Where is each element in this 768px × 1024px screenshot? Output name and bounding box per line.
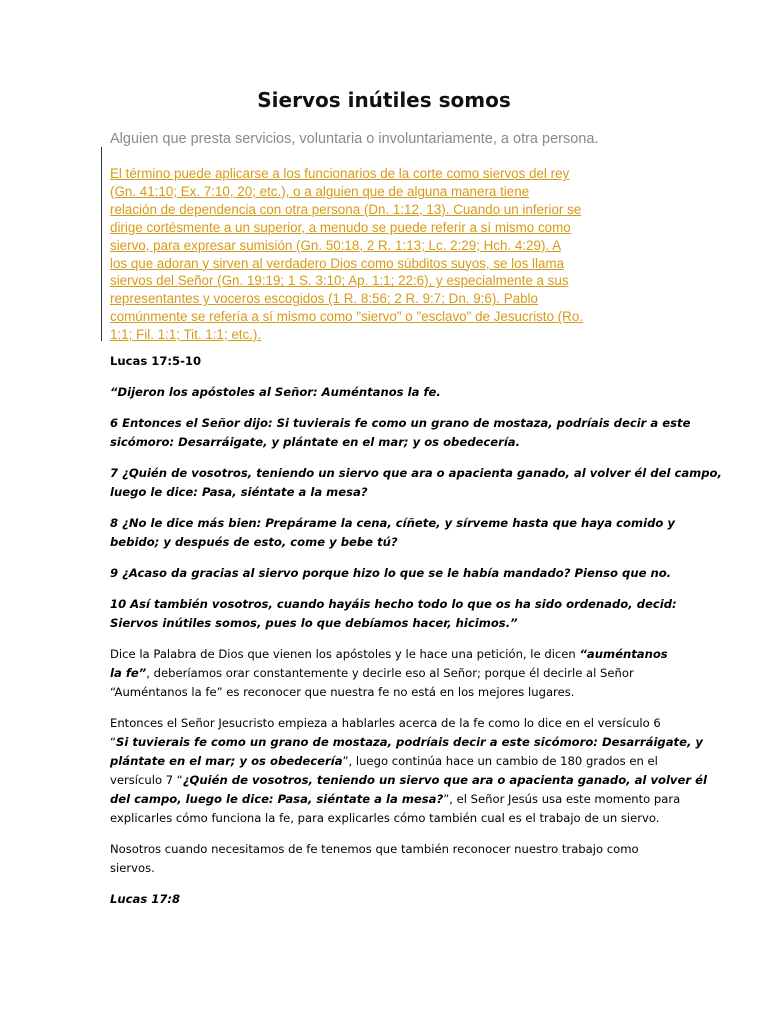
verse-7: 7 ¿Quién de vosotros, teniendo un siervo que ara o apacienta ganado, al volver él del campo, luego le dice: Pasa, siéntate a la mesa? <box>110 466 722 499</box>
page-title: Siervos inútiles somos <box>257 88 511 112</box>
commentary-paragraph-3: Nosotros cuando necesitamos de fe tenemos que también reconocer nuestro trabajo como siervos. <box>110 842 639 875</box>
body-text <box>110 352 722 921</box>
definition-line: (Gn. 41:10; Ex. 7:10, 20; etc.), o a alguien que de alguna manera tiene <box>110 183 530 199</box>
verse-8: 8 ¿No le dice más bien: Prepárame la cena, cíñete, y sírveme hasta que haya comido y bebido; y después de esto, come y bebe tú? <box>110 516 675 549</box>
verse-9: 9 ¿Acaso da gracias al siervo porque hizo lo que se le había mandado? Pienso que no. <box>110 566 672 580</box>
commentary-paragraph-1: Dice la Palabra de Dios que vienen los apóstoles y le hace una petición, le dicen “auméntanos la fe”, deberíamos orar constantemente y decirle eso al Señor; porque él decirle al Señor “Auméntanos la fe” es reconocer que nuestra fe no está en los mejores lugares. <box>110 647 668 699</box>
commentary-paragraph-2: Entonces el Señor Jesucristo empieza a hablarles acerca de la fe como lo dice en el versículo 6 “Si tuvierais fe como un grano de mostaza, podríais decir a este sicómoro: Desarráigate, y plántate en el mar; y os obedecería”, luego continúa hace un cambio de 180 grados en el versículo 7 “¿Quién de vosotros, teniendo un siervo que ara o apacienta ganado, al volver él del campo, luego le dice: Pasa, siéntate a la mesa?”, el Señor Jesús usa este momento para explicarles cómo funciona la fe, para explicarles cómo también cual es el trabajo de un siervo. <box>110 716 707 825</box>
definition-line: los que adoran y sirven al verdadero Dios como súbditos suyos, se los llama <box>110 255 565 271</box>
definition-line: comúnmente se refería a sí mismo como "siervo" o "esclavo" de Jesucristo (Ro. <box>110 309 583 325</box>
scripture-reference: Lucas 17:5-10 <box>110 354 202 368</box>
verse-6: 6 Entonces el Señor dijo: Si tuvierais fe como un grano de mostaza, podríais decir a este sicómoro: Desarráigate, y plántate en el mar; y os obedecería. <box>110 416 691 449</box>
definition-line: 1:1; Fil. 1:1; Tit. 1:1; etc.). <box>110 327 262 343</box>
scripture-reference: Lucas 17:8 <box>110 892 181 906</box>
definition-line: relación de dependencia con otra persona (Dn. 1:12, 13). Cuando un inferior se <box>110 201 582 217</box>
definition-line: representantes y voceros escogidos (1 R. 8:56; 2 R. 9:7; Dn. 9:6). Pablo <box>110 291 538 307</box>
definition-line: El término puede aplicarse a los funcionarios de la corte como siervos del rey <box>110 166 570 181</box>
revision-change-bar <box>101 147 102 341</box>
definition-line: siervos del Señor (Gn. 19:19; 1 S. 3:10; Ap. 1:1; 22:6), y especialmente a sus <box>110 273 569 289</box>
subtitle: Alguien que presta servicios, voluntaria o involuntariamente, a otra persona. <box>110 131 599 147</box>
definition-line: dirige cortésmente a un superior, a menudo se puede referir a sí mismo como <box>110 219 571 235</box>
definition-line: siervo, para expresar sumisión (Gn. 50:18, 2 R. 1:13; Lc. 2:29; Hch. 4:29). A <box>110 237 562 253</box>
verse-10: 10 Así también vosotros, cuando hayáis hecho todo lo que os ha sido ordenado, decid: Siervos inútiles somos, pues lo que debíamos hacer, hicimos.” <box>110 597 677 630</box>
verse-5: “Dijeron los apóstoles al Señor: Auméntanos la fe. <box>110 385 441 399</box>
definition-block <box>110 165 650 344</box>
